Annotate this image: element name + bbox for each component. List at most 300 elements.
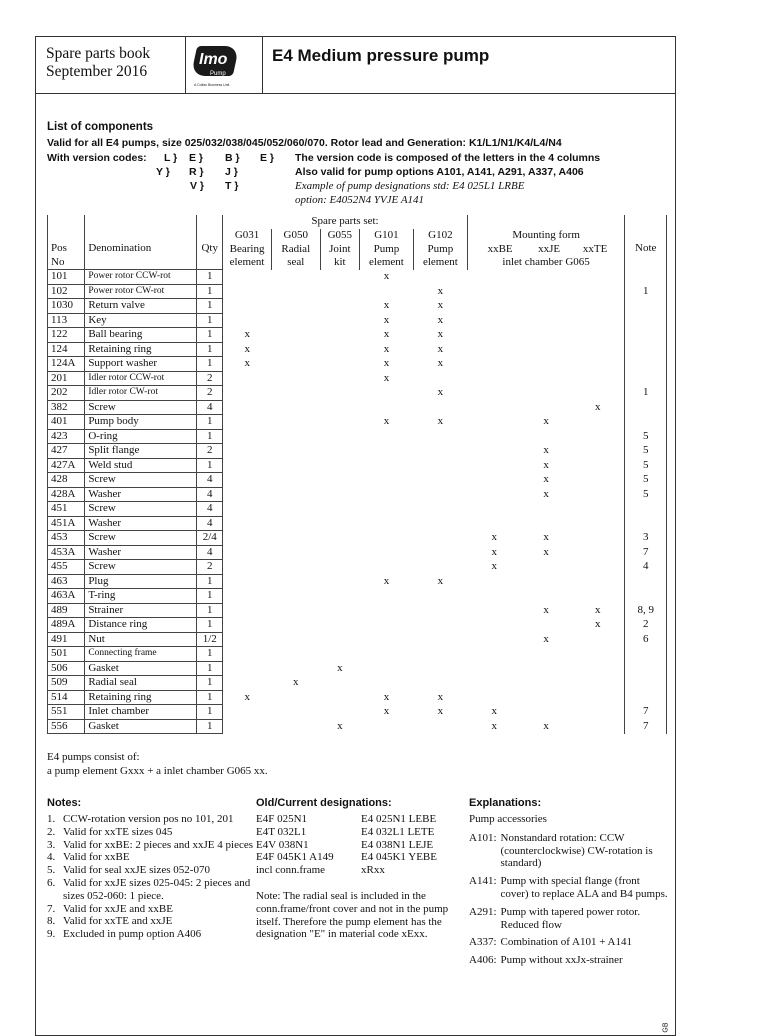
cell-denomination: Key [85, 313, 197, 328]
cell-g031 [223, 270, 272, 285]
cell-note: 5 [625, 429, 667, 444]
cell-g055 [320, 429, 359, 444]
cell-note: 5 [625, 444, 667, 459]
cell-denomination: Screw [85, 473, 197, 488]
cell-xxte [571, 313, 625, 328]
cell-g102 [413, 473, 467, 488]
cell-g055: x [337, 661, 343, 674]
cell-xxje [521, 502, 571, 517]
table-row [48, 313, 667, 328]
version-col3-a: B } [225, 152, 240, 164]
cell-g055 [320, 357, 359, 372]
cell-qty: 4 [197, 516, 223, 531]
cell-g050 [271, 632, 320, 647]
note-item: 7. Valid for xxJE and xxBE [47, 902, 173, 915]
explanation-item: A141: Pump with special flange (front cover) to replace ALA and B4 pumps. [469, 875, 668, 900]
cell-denomination: Connecting frame [85, 647, 197, 662]
cell-g055 [320, 560, 359, 575]
cell-g101 [360, 386, 414, 401]
cell-g055 [320, 284, 359, 299]
cell-pos: 102 [48, 284, 85, 299]
cell-xxte [571, 299, 625, 314]
cell-denomination: Distance ring [85, 618, 197, 633]
cell-pos: 453 [48, 531, 85, 546]
explanation-item: A406: Pump without xxJx-strainer [469, 954, 623, 967]
cell-g101 [360, 284, 414, 299]
cell-g050 [271, 284, 320, 299]
table-row [48, 342, 667, 357]
cell-g031 [223, 458, 272, 473]
cell-qty: 1 [197, 661, 223, 676]
cell-g055: x [337, 719, 343, 732]
cell-xxte [571, 574, 625, 589]
cell-g031 [223, 502, 272, 517]
cell-g102: x [437, 386, 444, 399]
cell-pos: 506 [48, 661, 85, 676]
cell-denomination: Screw [85, 502, 197, 517]
table-row [48, 589, 667, 604]
version-col3-b: J } [225, 166, 238, 178]
cell-denomination: Washer [85, 487, 197, 502]
cell-g050 [271, 415, 320, 430]
cell-pos: 101 [48, 270, 85, 285]
cell-qty: 1 [197, 719, 223, 734]
cell-g101: x [383, 342, 390, 355]
cell-xxbe [467, 690, 521, 705]
cell-g050 [271, 429, 320, 444]
designation-row [256, 851, 466, 864]
cell-xxbe [467, 386, 521, 401]
version-note-2: Also valid for pump options A101, A141, A291, A337, A406 [295, 166, 584, 178]
section-title: List of components [47, 121, 154, 133]
cell-g050 [271, 618, 320, 633]
cell-xxbe: x [491, 560, 498, 573]
table-row [48, 299, 667, 314]
cell-xxte [571, 719, 625, 734]
cell-note [625, 415, 667, 430]
cell-note: 5 [625, 473, 667, 488]
th-mounting: Mounting form xxBE xxJE xxTE inlet chamber G065 [467, 229, 625, 270]
cell-g101 [360, 473, 414, 488]
cell-xxte [571, 690, 625, 705]
cell-g055 [320, 371, 359, 386]
cell-g102 [413, 458, 467, 473]
book-title: Spare parts book [46, 45, 151, 62]
cell-g031 [223, 415, 272, 430]
cell-g031: x [223, 690, 272, 705]
cell-g050 [271, 299, 320, 314]
cell-xxte [571, 502, 625, 517]
cell-g101 [360, 676, 414, 691]
cell-xxte: x [571, 603, 625, 618]
cell-denomination: Retaining ring [85, 690, 197, 705]
cell-xxbe [467, 313, 521, 328]
cell-denomination: O-ring [85, 429, 197, 444]
th-g101: G101 Pump element [360, 229, 414, 270]
cell-g102 [413, 632, 467, 647]
explanations-title: Explanations: [469, 797, 542, 809]
cell-g101: x [383, 690, 390, 703]
cell-xxbe [467, 516, 521, 531]
cell-g055 [320, 444, 359, 459]
cell-note [625, 299, 667, 314]
cell-pos: 556 [48, 719, 85, 734]
cell-xxbe [467, 647, 521, 662]
cell-g055 [320, 603, 359, 618]
cell-xxbe [467, 357, 521, 372]
logo-tagline: A Colfax Business Unit [194, 83, 230, 87]
cell-g050 [271, 313, 320, 328]
cell-xxbe [467, 502, 521, 517]
cell-g101 [360, 719, 414, 734]
cell-denomination: Retaining ring [85, 342, 197, 357]
table-row [48, 487, 667, 502]
components-table [47, 215, 667, 734]
cell-g031: x [223, 342, 272, 357]
old-designation: E4V 038N1 [256, 838, 309, 851]
cell-g055 [320, 487, 359, 502]
cell-xxte [571, 516, 625, 531]
cell-note [625, 516, 667, 531]
table-row [48, 661, 667, 676]
cell-note [625, 342, 667, 357]
cell-xxbe [467, 371, 521, 386]
cell-g055 [320, 502, 359, 517]
cell-note [625, 400, 667, 415]
note-item: 5. Valid for seal xxJE sizes 052-070 [47, 864, 210, 877]
cell-xxje: x [543, 458, 549, 471]
cell-xxje: x [543, 603, 549, 616]
cell-g101: x [383, 313, 390, 326]
note-item: 2. Valid for xxTE sizes 045 [47, 825, 173, 838]
spare-sets-title: Spare parts set: [223, 215, 468, 229]
cell-note [625, 661, 667, 676]
cell-g031 [223, 487, 272, 502]
table-row [48, 574, 667, 589]
cell-xxbe [467, 429, 521, 444]
cell-denomination: Power rotor CW-rot [85, 284, 197, 299]
cell-xxje [521, 299, 571, 314]
cell-note: 3 [625, 531, 667, 546]
cell-pos: 1030 [48, 299, 85, 314]
table-row [48, 632, 667, 647]
cell-g101 [360, 647, 414, 662]
cell-g102 [413, 502, 467, 517]
cell-pos: 427A [48, 458, 85, 473]
cell-qty: 1 [197, 342, 223, 357]
cell-g102 [413, 661, 467, 676]
cell-g031 [223, 371, 272, 386]
cell-qty: 4 [197, 545, 223, 560]
cell-xxte [571, 589, 625, 604]
cell-g101: x [383, 357, 390, 370]
cell-note: 2 [625, 618, 667, 633]
cell-xxte [571, 357, 625, 372]
version-label: With version codes: [47, 152, 147, 164]
cell-xxte [571, 632, 625, 647]
cell-xxte [571, 328, 625, 343]
cell-qty: 2 [197, 371, 223, 386]
cell-note [625, 502, 667, 517]
book-info [36, 37, 186, 93]
cell-xxje [521, 400, 571, 415]
cell-g102 [413, 516, 467, 531]
table-row [48, 400, 667, 415]
cell-g102: x [437, 574, 444, 587]
cell-xxbe [467, 589, 521, 604]
cell-pos: 202 [48, 386, 85, 401]
cell-denomination: Screw [85, 400, 197, 415]
cell-g101: x [383, 415, 390, 428]
cell-note [625, 647, 667, 662]
cell-xxje [521, 560, 571, 575]
cell-g055 [320, 415, 359, 430]
cell-g101: x [383, 299, 390, 312]
cell-xxbe [467, 574, 521, 589]
cell-pos: 551 [48, 705, 85, 720]
cell-qty: 1 [197, 357, 223, 372]
cell-xxje: x [543, 632, 549, 645]
cell-xxje [521, 313, 571, 328]
cell-xxje: x [543, 444, 549, 457]
cell-g055 [320, 545, 359, 560]
version-col4-a: E } [260, 152, 275, 164]
mounting-title: Mounting form [512, 229, 580, 241]
cell-g101 [360, 400, 414, 415]
cell-g031 [223, 618, 272, 633]
th-g102: G102 Pump element [413, 229, 467, 270]
cell-qty: 2 [197, 444, 223, 459]
cell-xxte [571, 458, 625, 473]
cell-g050 [271, 444, 320, 459]
cell-g101 [360, 487, 414, 502]
cell-g055 [320, 473, 359, 488]
cell-g101 [360, 545, 414, 560]
cell-g031: x [223, 357, 272, 372]
cell-g031 [223, 560, 272, 575]
cell-xxte [571, 560, 625, 575]
cell-pos: 428 [48, 473, 85, 488]
table-row [48, 473, 667, 488]
book-date: September 2016 [46, 63, 148, 80]
cell-xxte [571, 386, 625, 401]
cell-xxje [521, 647, 571, 662]
cell-note [625, 270, 667, 285]
cell-g031 [223, 647, 272, 662]
designations-table [256, 813, 466, 877]
cell-qty: 1 [197, 299, 223, 314]
cell-pos: 509 [48, 676, 85, 691]
explanation-item: A291: Pump with tapered power rotor. Reduced flow [469, 905, 641, 931]
cell-note [625, 371, 667, 386]
cell-xxbe [467, 632, 521, 647]
table-row [48, 444, 667, 459]
cell-xxte [571, 531, 625, 546]
cell-denomination: Gasket [85, 661, 197, 676]
cell-g031 [223, 386, 272, 401]
cell-pos: 514 [48, 690, 85, 705]
cell-g031 [223, 545, 272, 560]
cell-xxte: x [571, 618, 625, 633]
cell-xxbe: x [491, 719, 498, 732]
notes-list [47, 813, 257, 941]
cell-g031 [223, 400, 272, 415]
cell-g055 [320, 690, 359, 705]
cell-pos: 423 [48, 429, 85, 444]
cell-xxje [521, 284, 571, 299]
cell-g102 [413, 487, 467, 502]
cell-g031 [223, 574, 272, 589]
old-designation: E4F 045K1 A149 [256, 851, 334, 864]
cell-pos: 463A [48, 589, 85, 604]
cell-xxbe [467, 328, 521, 343]
cell-g102: x [437, 313, 444, 326]
designation-row [256, 839, 466, 852]
cell-denomination: Idler rotor CCW-rot [85, 371, 197, 386]
cell-note: 5 [625, 458, 667, 473]
cell-g055 [320, 574, 359, 589]
designation-row [256, 826, 466, 839]
cell-g101: x [383, 574, 390, 587]
cell-g102 [413, 545, 467, 560]
cell-g101 [360, 632, 414, 647]
cell-xxbe [467, 603, 521, 618]
cell-g101: x [383, 270, 390, 283]
cell-g055 [320, 270, 359, 285]
cell-g102 [413, 603, 467, 618]
cell-g031 [223, 473, 272, 488]
cell-xxje [521, 589, 571, 604]
cell-denomination: Power rotor CCW-rot [85, 270, 197, 285]
cell-xxbe [467, 473, 521, 488]
cell-g101: x [383, 328, 390, 341]
cell-pos: 501 [48, 647, 85, 662]
cell-pos: 491 [48, 632, 85, 647]
table-row [48, 690, 667, 705]
logo-text: Imo [199, 51, 228, 68]
cell-xxje [521, 705, 571, 720]
consist-line-2: a pump element Gxxx + a inlet chamber G065 xx. [47, 765, 268, 777]
cell-g050 [271, 545, 320, 560]
cell-pos: 122 [48, 328, 85, 343]
cell-g102: x [437, 328, 444, 341]
cell-g055 [320, 313, 359, 328]
cell-qty: 1 [197, 574, 223, 589]
th-g055: G055 Joint kit [320, 229, 359, 270]
cell-g050 [271, 603, 320, 618]
cell-g031 [223, 429, 272, 444]
cell-pos: 201 [48, 371, 85, 386]
cell-g101 [360, 502, 414, 517]
cell-xxbe [467, 676, 521, 691]
cell-xxte [571, 705, 625, 720]
cell-pos: 451A [48, 516, 85, 531]
cell-g050 [271, 574, 320, 589]
version-col1-a: L } [164, 152, 178, 164]
cell-qty: 1 [197, 676, 223, 691]
cell-g055 [320, 589, 359, 604]
cell-xxje [521, 574, 571, 589]
cell-qty: 1 [197, 690, 223, 705]
cell-g102 [413, 719, 467, 734]
cell-xxte [571, 429, 625, 444]
cell-qty: 1 [197, 270, 223, 285]
cell-g050 [271, 487, 320, 502]
cell-xxje [521, 690, 571, 705]
cell-g055 [320, 531, 359, 546]
cell-g031 [223, 531, 272, 546]
table-row [48, 270, 667, 285]
cell-g031 [223, 313, 272, 328]
table-row [48, 458, 667, 473]
old-designation: E4F 025N1 [256, 813, 308, 825]
cell-g031: x [223, 328, 272, 343]
cell-xxje: x [543, 531, 549, 544]
cell-g102: x [437, 342, 444, 355]
cell-qty: 1 [197, 589, 223, 604]
table-row [48, 284, 667, 299]
cell-g101 [360, 603, 414, 618]
designation-row [256, 813, 466, 826]
cell-g101 [360, 618, 414, 633]
cell-qty: 4 [197, 473, 223, 488]
cell-xxje [521, 676, 571, 691]
cell-g102 [413, 429, 467, 444]
cell-xxbe [467, 342, 521, 357]
cell-pos: 453A [48, 545, 85, 560]
table-row [48, 502, 667, 517]
cell-xxbe: x [491, 705, 498, 718]
cell-g031 [223, 705, 272, 720]
th-g031: G031 Bearing element [223, 229, 272, 270]
old-designation: incl conn.frame [256, 864, 326, 877]
cell-pos: 124 [48, 342, 85, 357]
intro-text: Valid for all E4 pumps, size 025/032/038/045/052/060/070. Rotor lead and Generation: K1/L1/N1/K4/L4/N4 [47, 137, 562, 149]
cell-qty: 1 [197, 429, 223, 444]
designations-note: Note: The radial seal is included in the conn.frame/front cover and not in the pump itself. Therefore the pump element has the designation "E" in material code xExx. [256, 890, 449, 941]
cell-g102: x [437, 284, 444, 297]
cell-g055 [320, 400, 359, 415]
cell-g050 [271, 661, 320, 676]
cell-xxje [521, 328, 571, 343]
cell-g055 [320, 328, 359, 343]
cell-xxbe [467, 487, 521, 502]
cell-g050 [271, 690, 320, 705]
version-example-1: Example of pump designations std: E4 025L1 LRBE [295, 180, 525, 192]
cell-xxbe: x [491, 531, 498, 544]
explanation-item: A337: Combination of A101 + A141 [469, 936, 632, 949]
cell-xxje [521, 618, 571, 633]
version-col1-c: V } [190, 180, 205, 192]
cell-xxje: x [543, 719, 549, 732]
cell-g055 [320, 386, 359, 401]
components-table-body [48, 270, 667, 734]
cell-xxbe: x [491, 545, 498, 558]
cell-xxte [571, 473, 625, 488]
cell-g101 [360, 589, 414, 604]
cell-g101: x [383, 705, 390, 718]
current-designation: E4 025N1 LEBE [361, 813, 437, 825]
cell-g102 [413, 444, 467, 459]
cell-g031 [223, 676, 272, 691]
cell-xxbe [467, 458, 521, 473]
cell-qty: 2/4 [197, 531, 223, 546]
cell-denomination: Strainer [85, 603, 197, 618]
cell-denomination: Pump body [85, 415, 197, 430]
cell-g050: x [293, 676, 299, 689]
cell-xxje [521, 516, 571, 531]
cell-g050 [271, 371, 320, 386]
